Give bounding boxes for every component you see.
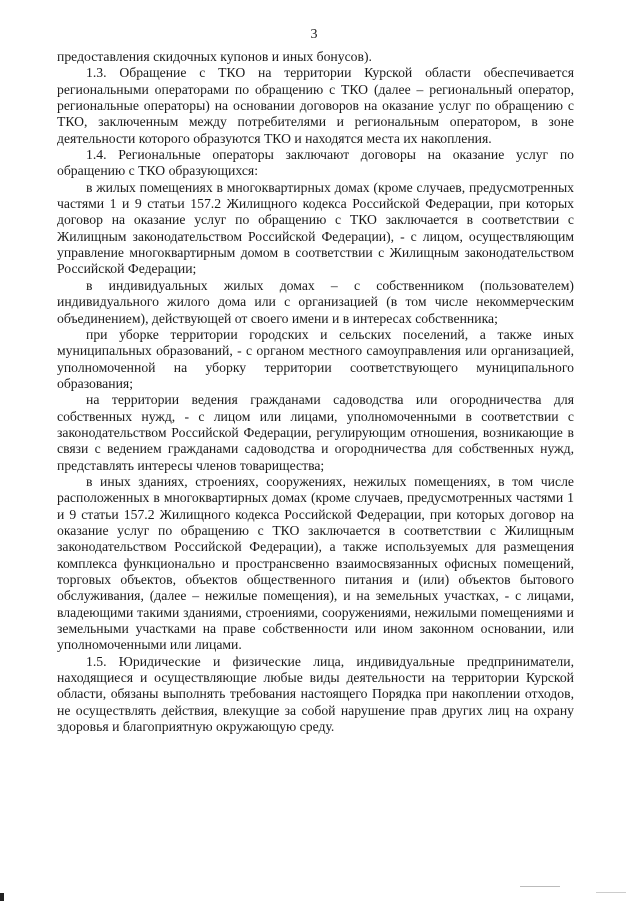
scan-mark-right <box>596 892 626 893</box>
paragraph-1-3: 1.3. Обращение с ТКО на территории Курской области обеспечивается региональными операторами по обращению с ТКО (далее – региональный оператор, региональные операторы) на основании договоров на оказание услуг по обращению с ТКО, заключенным между потребителями и региональным оператором, в зоне деятельности которого образуются ТКО и находятся места их накопления. <box>57 65 574 146</box>
paragraph-individual-houses: в индивидуальных жилых домах – с собственником (пользователем) индивидуального жилого дома или с организацией (в том числе некоммерческим объединением), действующей от своего имени и в интересах собственника; <box>57 277 574 326</box>
paragraph-continuation: предоставления скидочных купонов и иных бонусов). <box>57 49 372 64</box>
scan-mark-bottom <box>520 886 560 887</box>
paragraph-1-4: 1.4. Региональные операторы заключают договоры на оказание услуг по обращению с ТКО образующихся: <box>57 147 574 179</box>
paragraph-1-5: 1.5. Юридические и физические лица, индивидуальные предприниматели, находящиеся и осуществляющие любые виды деятельности на территории Курской области, обязаны выполнять требования настоящего Порядка при накоплении отходов, не осуществлять действия, влекущие за собой нарушение прав других лиц на охрану здоровья и благоприятную окружающую среду. <box>57 653 574 735</box>
paragraph-gardening: на территории ведения гражданами садоводства или огородничества для собственных нужд, - с лицом или лицами, уполномоченными в соответствии с законодательством Российской Федерации, регулирующим отношения, возникающие в связи с ведением гражданами садоводства и огородничества для собственных нужд, представлять интересы членов товарищества; <box>57 392 574 473</box>
paragraph-apartment-buildings: в жилых помещениях в многоквартирных домах (кроме случаев, предусмотренных частями 1 и 9 статьи 157.2 Жилищного кодекса Российской Федерации, при которых договор на оказание услуг по обращению с ТКО заключается в соответствии с Жилищным законодательством Российской Федерации), - с лицом, осуществляющим управление многоквартирным домом в соответствии с Жилищным законодательством Российской Федерации; <box>57 179 574 277</box>
document-body <box>57 49 574 735</box>
paragraph-other-buildings: в иных зданиях, строениях, сооружениях, нежилых помещениях, в том числе расположенных в многоквартирных домах (кроме случаев, предусмотренных частями 1 и 9 статьи 157.2 Жилищного кодекса Российской Федерации, при которых договор на оказание услуг по обращению с ТКО заключается в соответствии с Жилищным законодательством Российской Федерации), а также используемых для размещения комплекса функционально и пространсвенно взаимосвязанных офисных помещений, торговых объектов, объектов общественного питания и (или) объектов бытового обслуживания, (далее – нежилые помещения), и на земельных участках, - с лицами, владеющими такими зданиями, строениями, сооружениями, нежилыми помещениями и земельными участками на праве собственности или ином законном основании, или уполномоченными или лицами. <box>57 473 574 653</box>
scan-mark-left <box>0 893 4 901</box>
page-number: 3 <box>310 27 318 42</box>
paragraph-territory-cleaning: при уборке территории городских и сельских поселений, а также иных муниципальных образований, - с органом местного самоуправления или организацией, уполномоченной на уборку территории соответствующего муниципального образования; <box>57 326 574 391</box>
